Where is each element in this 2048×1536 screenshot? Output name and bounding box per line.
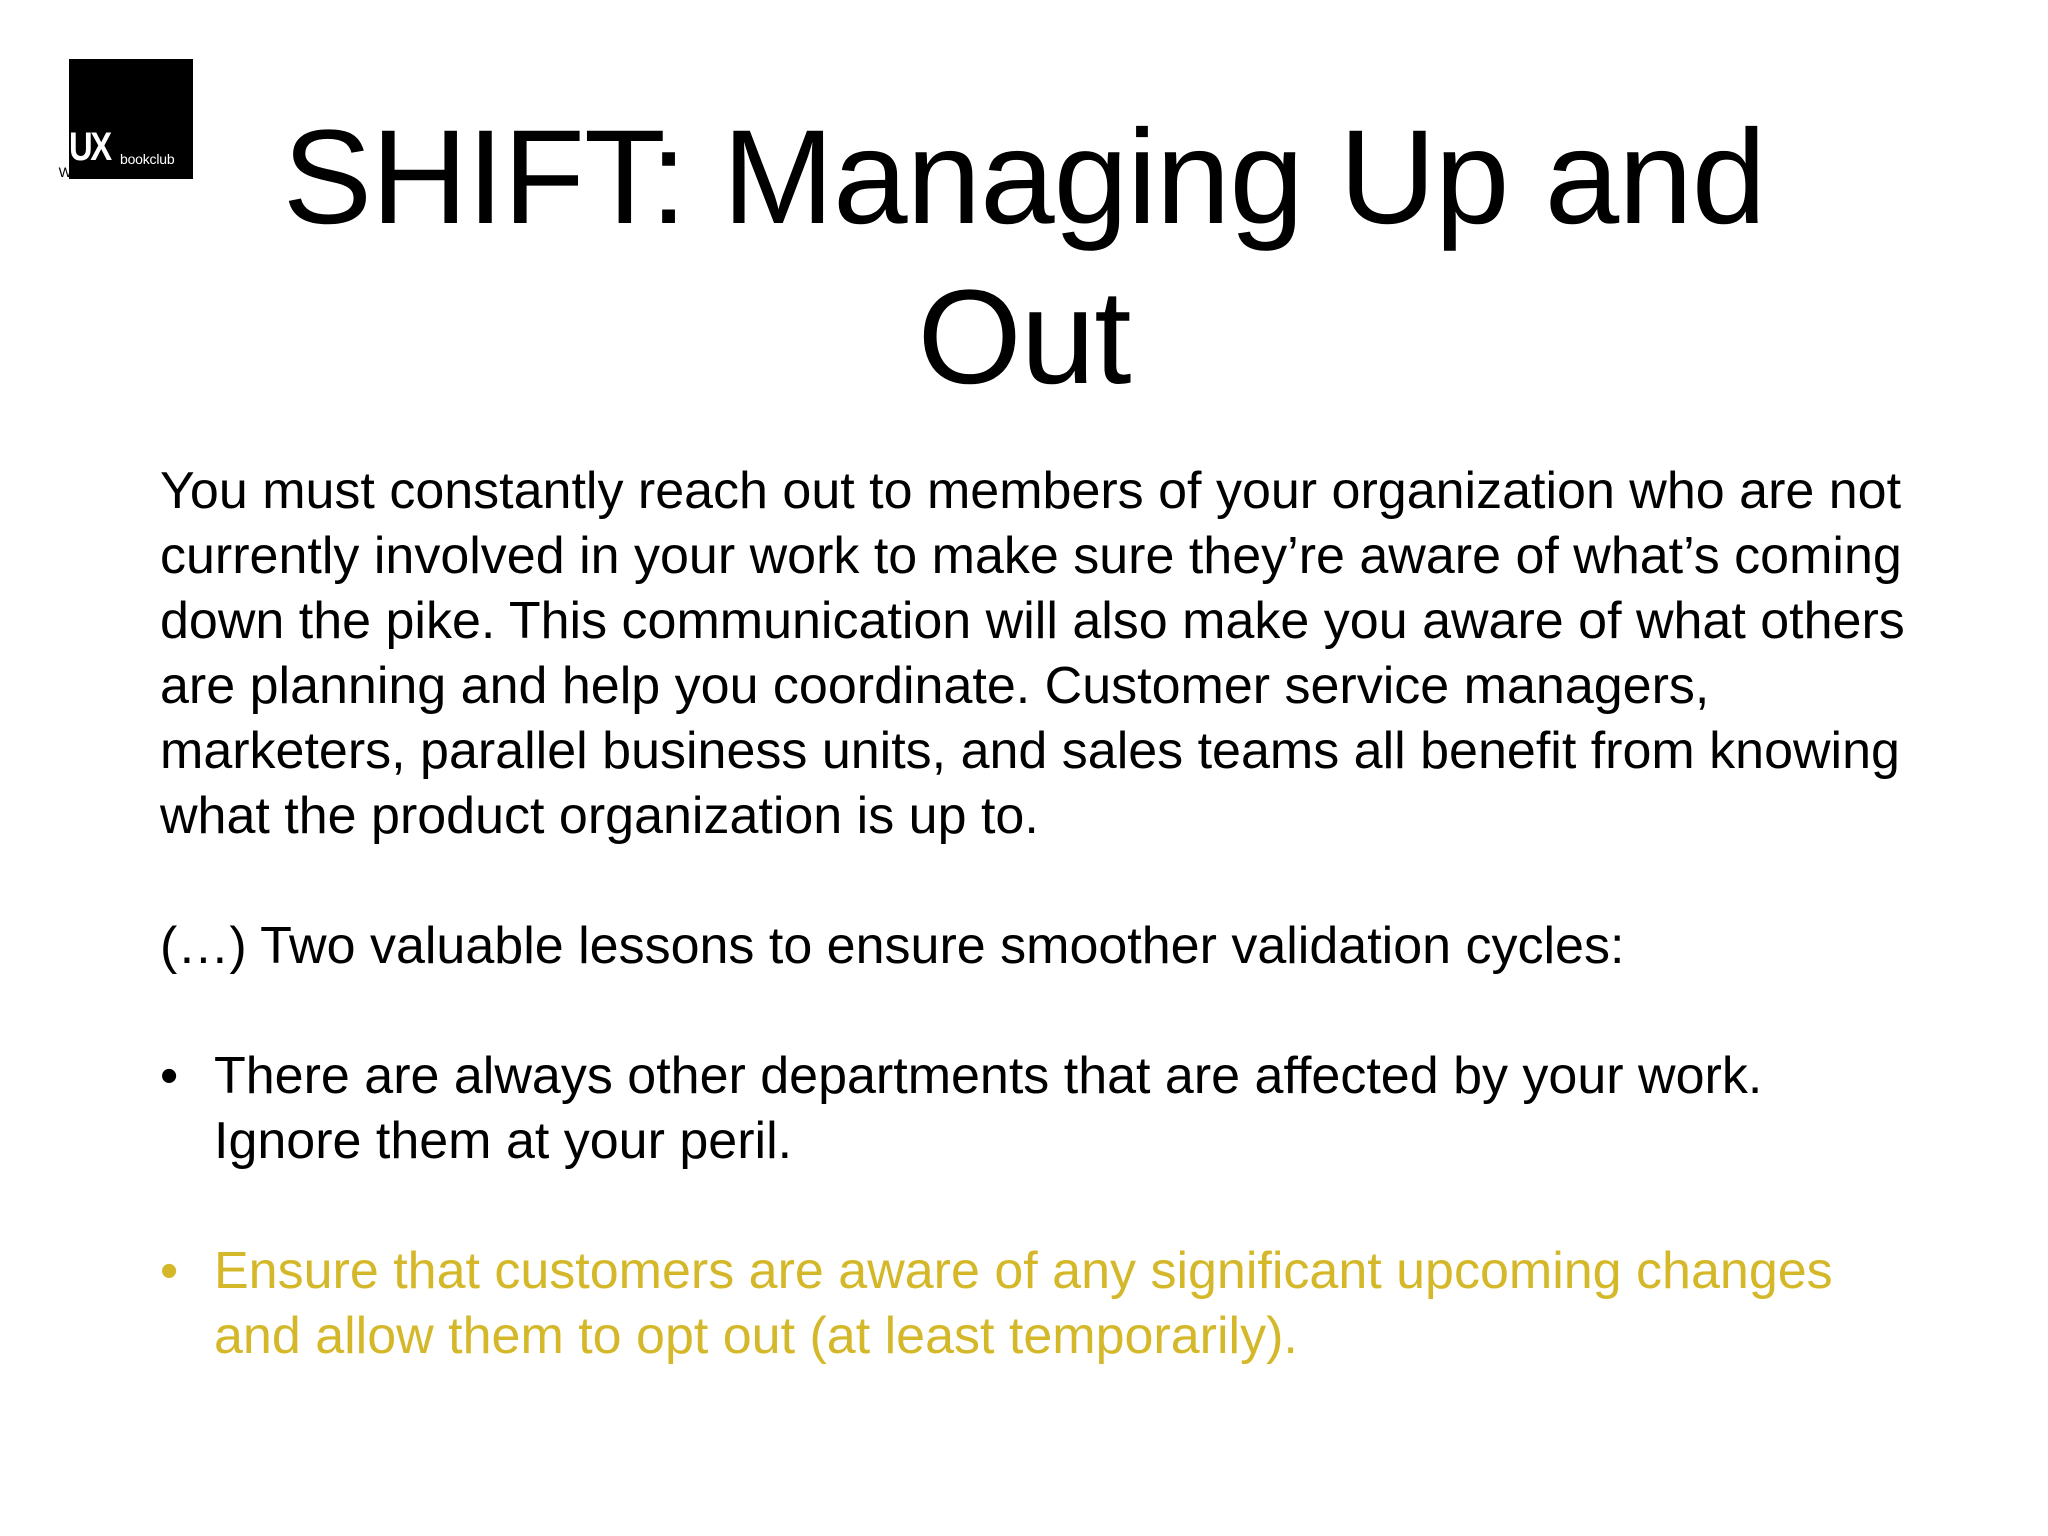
lessons-intro-paragraph: (…) Two valuable lessons to ensure smoother validation cycles: — [160, 917, 1625, 975]
bullet-text: There are always other departments that are affected by your work. Ignore them at your peril. — [214, 1047, 1763, 1170]
intro-paragraph: You must constantly reach out to members of your organization who are not currently involved in your work to make sure they’re aware of what’s coming down the pike. This communication will also make you aware of what others are planning and help you coordinate. Customer service managers, marketers, parallel business units, and sales teams all benefit from knowing what the product organization is up to. — [160, 462, 1905, 845]
lessons-list — [160, 1044, 1920, 1369]
ux-bookclub-logo — [69, 59, 193, 179]
list-item — [160, 1044, 1920, 1174]
slide-body — [160, 459, 1920, 1369]
logo-warsaw-text: WARSAW — [58, 164, 124, 180]
logo-ux-text: UX — [69, 125, 110, 169]
list-item-highlighted — [160, 1239, 1920, 1369]
bullet-icon: • — [160, 1242, 179, 1300]
bullet-text: Ensure that customers are aware of any significant upcoming changes and allow them to opt out (at least temporarily). — [214, 1242, 1833, 1365]
bullet-icon: • — [160, 1047, 179, 1105]
logo-bookclub-text: bookclub — [120, 151, 175, 167]
slide-title: SHIFT: Managing Up and Out — [282, 103, 1766, 412]
